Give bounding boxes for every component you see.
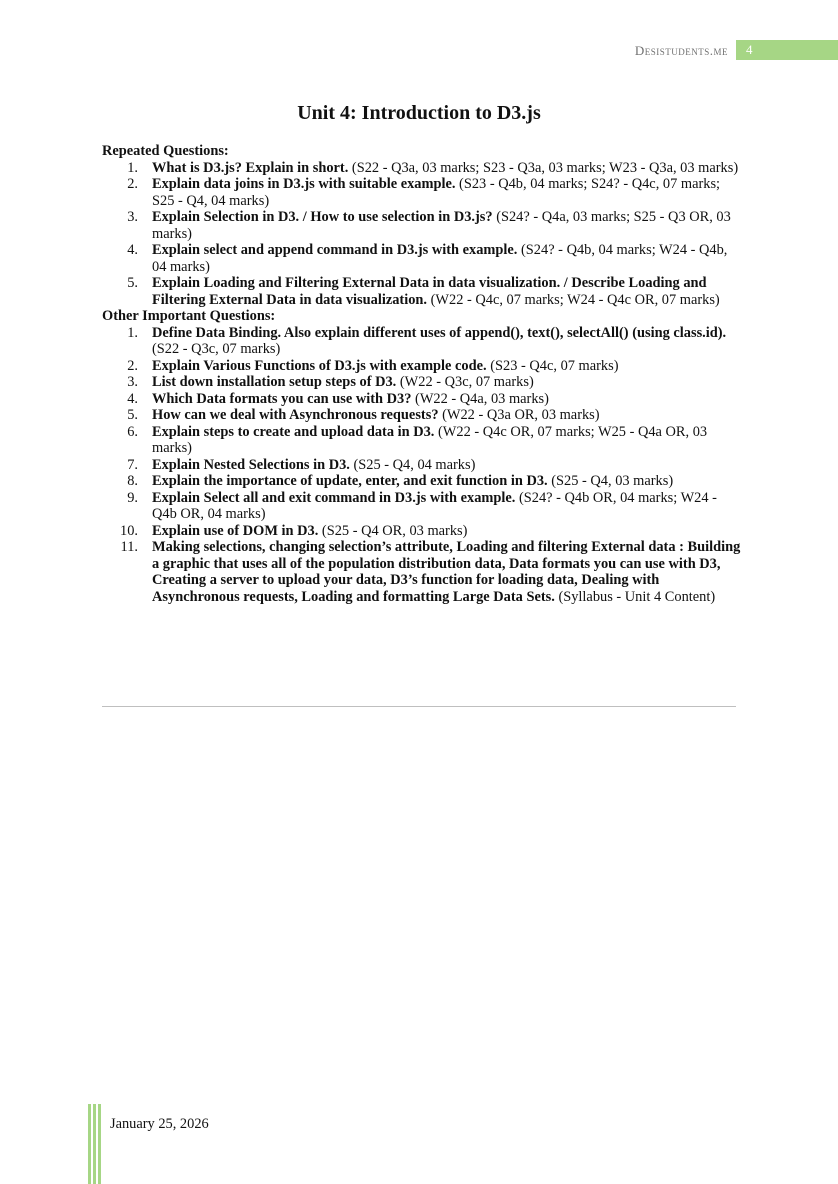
accent-bar [93,1104,96,1184]
other-questions-section [102,308,742,605]
item-number: 7. [127,456,138,473]
question-reference: (S25 - Q4, 04 marks) [349,456,476,473]
page-number-badge [736,40,838,60]
footer-accent-bars [88,1104,102,1184]
question-text: Explain the importance of update, enter, and exit function in D3. [152,473,548,489]
question-reference: (S24? - Q4b, 04 marks; W24 - Q4b, 04 marks) [152,242,728,275]
list-item [102,374,742,391]
page-number: 4 [746,42,753,57]
question-text: How can we deal with Asynchronous requests? [152,407,439,423]
list-item [102,176,742,209]
list-item [102,539,742,605]
page-header [0,40,838,60]
question-reference: (W22 - Q4c OR, 07 marks; W25 - Q4a OR, 03 marks) [152,423,708,456]
question-reference: (S23 - Q4c, 07 marks) [486,357,619,374]
question-text: Explain Select all and exit command in D3.js with example. [152,489,516,506]
site-name: Desistudents.me [634,43,728,58]
accent-bar [88,1104,91,1184]
item-number: 6. [127,423,138,440]
item-number: 2. [127,357,138,374]
item-number: 3. [127,374,138,390]
list-item [102,160,742,177]
section-heading: Repeated Questions: [102,143,229,159]
list-item [102,490,742,523]
item-number: 5. [127,275,138,291]
question-text: Explain Nested Selections in D3. [152,456,350,473]
item-number: 4. [127,242,138,258]
question-content [102,143,742,605]
list-item [102,473,742,490]
list-item [102,523,742,540]
list-item [102,457,742,474]
question-text: Making selections, changing selection’s attribute, Loading and filtering External data : Building a graphic that uses all of the population distribution data, Data formats you can use with D3, Creating a server to upload your data, D3’s function for loading data, Dealing with Asynchronous requests, Loading and formatting Large Data Sets. [152,539,741,605]
question-reference: (S23 - Q4b, 04 marks; S24? - Q4c, 07 marks; S25 - Q4, 04 marks) [152,176,721,209]
question-text: Explain Various Functions of D3.js with example code. [152,357,487,374]
question-text: Which Data formats you can use with D3? [152,390,412,407]
question-reference: (W22 - Q3c, 07 marks) [396,374,534,390]
list-item [102,275,742,308]
accent-bar [98,1104,101,1184]
item-number: 11. [120,539,138,555]
question-text: Explain Selection in D3. / How to use selection in D3.js? [152,209,493,225]
list-item [102,325,742,358]
section-divider [102,706,736,707]
item-number: 8. [127,473,138,489]
list-item [102,391,742,408]
list-item [102,209,742,242]
question-reference: (W22 - Q3a OR, 03 marks) [438,407,600,423]
item-number: 10. [120,522,138,539]
item-number: 9. [127,489,138,506]
question-text: Explain select and append command in D3.js with example. [152,242,518,258]
question-text: Explain Loading and Filtering External Data in data visualization. / Describe Loading and Filtering External Data in data visualization. [152,275,707,308]
page-title: Unit 4: Introduction to D3.js [297,102,541,124]
footer-date: January 25, 2026 [110,1116,209,1132]
section-heading: Other Important Questions: [102,308,276,324]
question-reference: (S25 - Q4, 03 marks) [547,473,674,489]
question-list [102,160,742,309]
list-item [102,407,742,424]
question-text: Define Data Binding. Also explain different uses of append(), text(), selectAll() (using class.id). [152,324,727,341]
item-number: 5. [127,407,138,423]
question-text: Explain data joins in D3.js with suitable example. [152,176,456,192]
item-number: 2. [127,176,138,192]
question-reference: (S24? - Q4b OR, 04 marks; W24 - Q4b OR, 04 marks) [152,489,717,522]
question-reference: (S25 - Q4 OR, 03 marks) [318,522,468,539]
question-list [102,325,742,606]
list-item [102,424,742,457]
list-item [102,358,742,375]
item-number: 1. [127,159,138,176]
question-text: Explain use of DOM in D3. [152,522,319,539]
question-reference: (W22 - Q4a, 03 marks) [411,390,549,407]
item-number: 3. [127,209,138,225]
question-reference: (W22 - Q4c, 07 marks; W24 - Q4c OR, 07 marks) [427,291,720,308]
item-number: 1. [127,324,138,341]
list-item [102,242,742,275]
question-text: Explain steps to create and upload data in D3. [152,423,435,440]
question-reference: (S22 - Q3c, 07 marks) [152,341,281,357]
question-reference: (S22 - Q3a, 03 marks; S23 - Q3a, 03 marks; W23 - Q3a, 03 marks) [348,159,739,176]
repeated-questions-section [102,143,742,308]
question-text: List down installation setup steps of D3. [152,374,397,390]
question-text: What is D3.js? Explain in short. [152,159,349,176]
question-reference: (Syllabus - Unit 4 Content) [554,588,716,605]
question-reference: (S24? - Q4a, 03 marks; S25 - Q3 OR, 03 marks) [152,209,731,242]
item-number: 4. [127,390,138,407]
